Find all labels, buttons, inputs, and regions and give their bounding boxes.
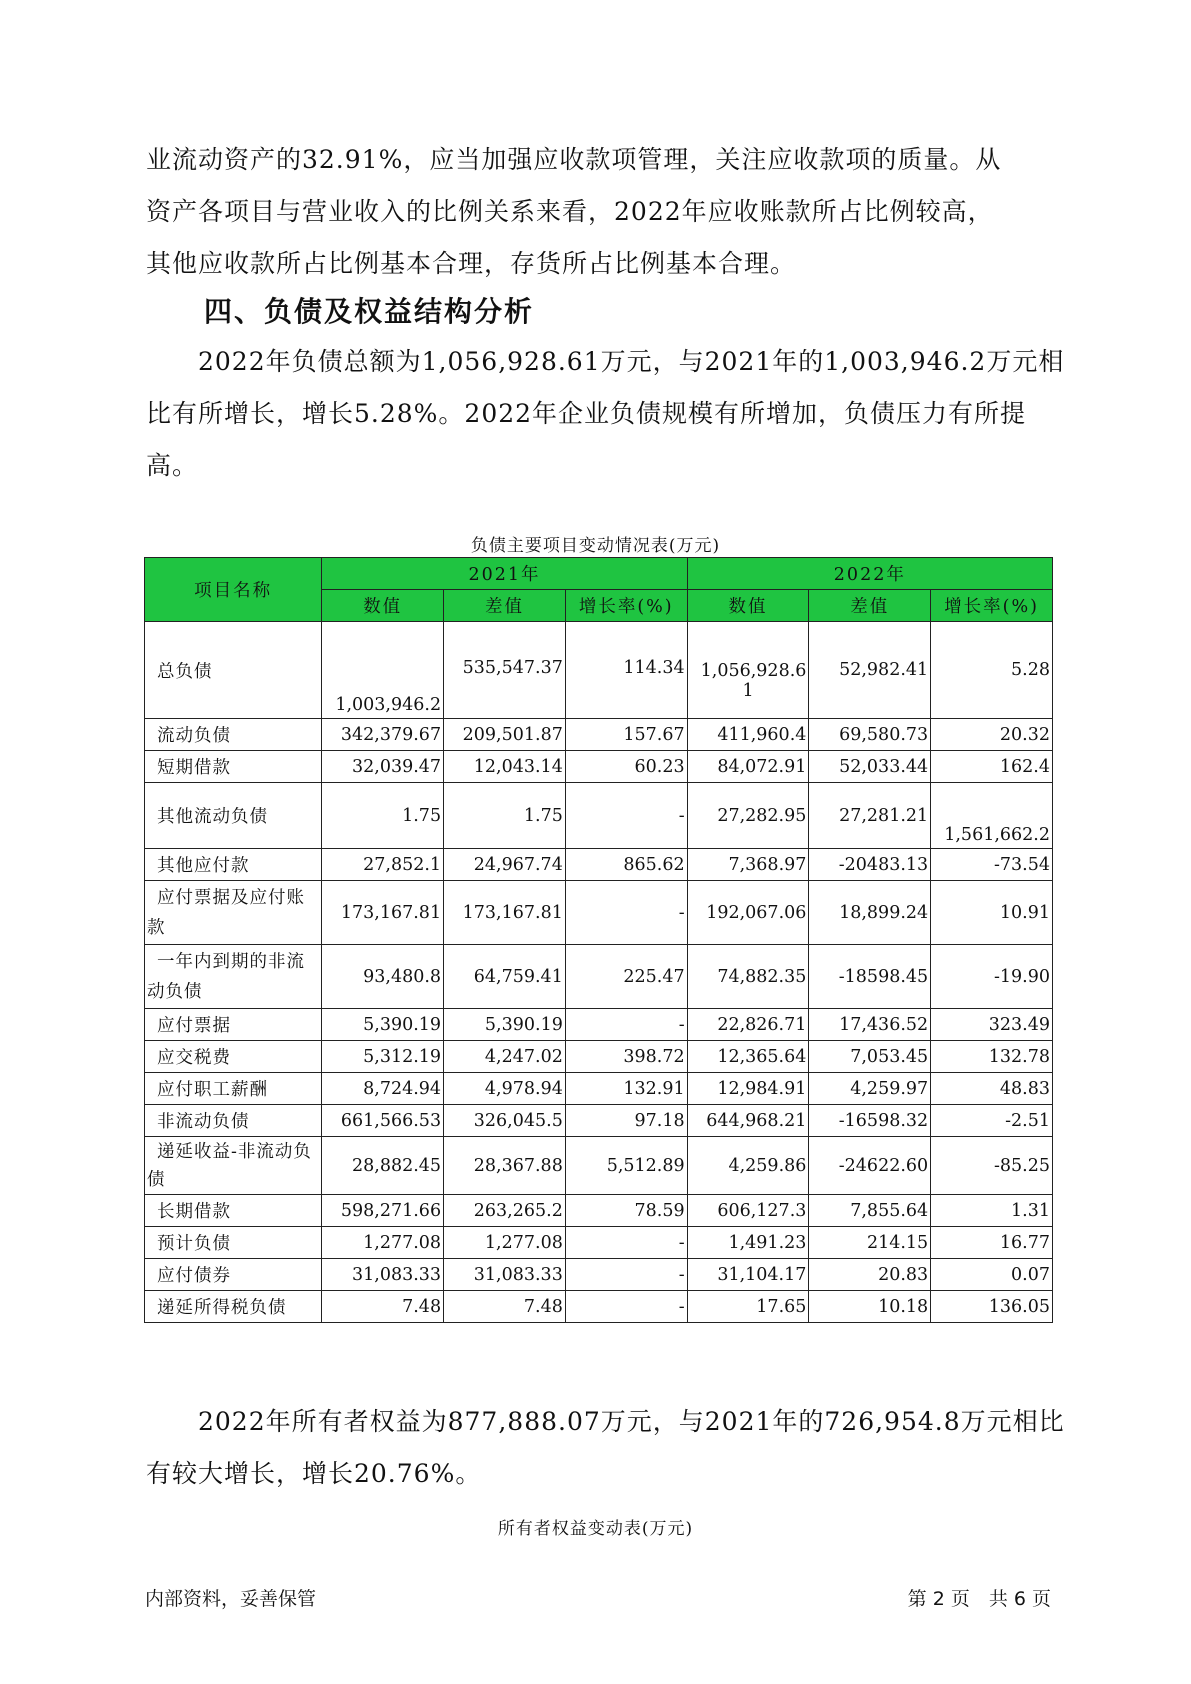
cell-diff-2021: 263,265.2 <box>444 1195 566 1227</box>
cell-diff-2021: 173,167.81 <box>444 881 566 945</box>
header-rate: 增长率(%) <box>565 590 687 622</box>
cell-rate-2021: - <box>565 881 687 945</box>
cell-value-2021: 8,724.94 <box>322 1073 444 1105</box>
cell-diff-2021: 4,247.02 <box>444 1041 566 1073</box>
cell-diff-2021: 4,978.94 <box>444 1073 566 1105</box>
cell-value-2021: 342,379.67 <box>322 719 444 751</box>
cell-value-2021: 1,277.08 <box>322 1227 444 1259</box>
cell-rate-2022: 48.83 <box>931 1073 1053 1105</box>
table-row <box>145 849 1053 881</box>
cell-diff-2022: 69,580.73 <box>809 719 931 751</box>
cell-rate-2022: 20.32 <box>931 719 1053 751</box>
row-name <box>145 881 322 945</box>
row-name-line1: 递延收益-非流动负 <box>157 1141 312 1162</box>
cell-rate-2022: -73.54 <box>931 849 1053 881</box>
cell-value-2021: 7.48 <box>322 1291 444 1323</box>
cell-diff-2021: 1.75 <box>444 783 566 849</box>
equity-table-caption: 所有者权益变动表(万元) <box>497 1519 694 1539</box>
cell-rate-2022: -2.51 <box>931 1105 1053 1137</box>
cell-diff-2022: 27,281.21 <box>809 783 931 849</box>
cell-value-2022: 7,368.97 <box>687 849 809 881</box>
cell-diff-2022: -18598.45 <box>809 945 931 1009</box>
cell-value-2021: 32,039.47 <box>322 751 444 783</box>
table-caption: 负债主要项目变动情况表(万元) <box>470 536 721 556</box>
cell-value-2022: 12,365.64 <box>687 1041 809 1073</box>
header-year-2022: 2022年 <box>687 558 1052 590</box>
cell-diff-2022: 18,899.24 <box>809 881 931 945</box>
equity-paragraph <box>146 1396 1065 1500</box>
cell-value-2022: 4,259.86 <box>687 1137 809 1195</box>
cell-diff-2021: 28,367.88 <box>444 1137 566 1195</box>
liability-line: 高。 <box>146 451 199 480</box>
row-name: 其他流动负债 <box>145 783 322 849</box>
cell-value-2022: 644,968.21 <box>687 1105 809 1137</box>
table-row <box>145 719 1053 751</box>
cell-rate-2021: - <box>565 1227 687 1259</box>
cell-rate-2022: 136.05 <box>931 1291 1053 1323</box>
row-name-line2: 动负债 <box>147 981 203 1002</box>
cell-rate-2021: 97.18 <box>565 1105 687 1137</box>
cell-rate-2022: -85.25 <box>931 1137 1053 1195</box>
row-name: 总负债 <box>145 622 322 719</box>
footer-confidential-note: 内部资料，妥善保管 <box>145 1588 317 1610</box>
cell-value-2021: 93,480.8 <box>322 945 444 1009</box>
cell-rate-2021: 5,512.89 <box>565 1137 687 1195</box>
table-row <box>145 1291 1053 1323</box>
intro-paragraph <box>146 134 1050 290</box>
row-name: 预计负债 <box>145 1227 322 1259</box>
table-row <box>145 1105 1053 1137</box>
table-row <box>145 1227 1053 1259</box>
cell-diff-2021: 64,759.41 <box>444 945 566 1009</box>
cell-rate-2022: 5.28 <box>931 622 1053 719</box>
intro-line: 业流动资产的32.91%，应当加强应收款项管理，关注应收款项的质量。从 <box>146 145 1002 174</box>
cell-rate-2021: 157.67 <box>565 719 687 751</box>
cell-rate-2022: 323.49 <box>931 1009 1053 1041</box>
header-item-name: 项目名称 <box>145 558 322 622</box>
cell-diff-2022: 52,033.44 <box>809 751 931 783</box>
cell-value-2021: 31,083.33 <box>322 1259 444 1291</box>
cell-rate-2021: - <box>565 1259 687 1291</box>
row-name-line1: 应付票据及应付账 <box>157 887 305 908</box>
intro-line: 资产各项目与营业收入的比例关系来看，2022年应收账款所占比例较高， <box>146 197 994 226</box>
cell-value-2022: 31,104.17 <box>687 1259 809 1291</box>
row-name: 应付职工薪酬 <box>145 1073 322 1105</box>
cell-value-2022: 606,127.3 <box>687 1195 809 1227</box>
liability-line: 2022年负债总额为1,056,928.61万元，与2021年的1,003,946.2万元相 <box>146 347 1065 376</box>
cell-rate-2021: 132.91 <box>565 1073 687 1105</box>
cell-value-2021: 1,003,946.2 <box>322 622 444 719</box>
cell-value-2021: 27,852.1 <box>322 849 444 881</box>
liability-paragraph <box>146 336 1065 492</box>
cell-diff-2021: 326,045.5 <box>444 1105 566 1137</box>
liability-line: 比有所增长，增长5.28%。2022年企业负债规模有所增加，负债压力有所提 <box>146 399 1027 428</box>
cell-diff-2022: 7,855.64 <box>809 1195 931 1227</box>
cell-diff-2021: 1,277.08 <box>444 1227 566 1259</box>
cell-rate-2021: 398.72 <box>565 1041 687 1073</box>
cell-rate-2022: 10.91 <box>931 881 1053 945</box>
header-year-2021: 2021年 <box>322 558 687 590</box>
cell-diff-2022: 20.83 <box>809 1259 931 1291</box>
cell-diff-2022: 7,053.45 <box>809 1041 931 1073</box>
row-name <box>145 945 322 1009</box>
table-row <box>145 1073 1053 1105</box>
row-name <box>145 1137 322 1195</box>
cell-value-2021: 1.75 <box>322 783 444 849</box>
cell-diff-2021: 535,547.37 <box>444 622 566 719</box>
row-name: 流动负债 <box>145 719 322 751</box>
cell-rate-2021: - <box>565 1009 687 1041</box>
row-name-line2: 债 <box>147 1169 166 1190</box>
cell-diff-2021: 5,390.19 <box>444 1009 566 1041</box>
cell-value-2022: 1,491.23 <box>687 1227 809 1259</box>
header-diff: 差值 <box>809 590 931 622</box>
cell-rate-2021: 114.34 <box>565 622 687 719</box>
cell-value-2022: 27,282.95 <box>687 783 809 849</box>
row-name: 其他应付款 <box>145 849 322 881</box>
section-heading: 四、负债及权益结构分析 <box>204 295 535 328</box>
row-name: 递延所得税负债 <box>145 1291 322 1323</box>
cell-rate-2022: 162.4 <box>931 751 1053 783</box>
cell-rate-2022: 16.77 <box>931 1227 1053 1259</box>
cell-value-2022: 74,882.35 <box>687 945 809 1009</box>
cell-diff-2022: 17,436.52 <box>809 1009 931 1041</box>
cell-diff-2022: -20483.13 <box>809 849 931 881</box>
cell-rate-2022: -19.90 <box>931 945 1053 1009</box>
cell-diff-2021: 209,501.87 <box>444 719 566 751</box>
cell-value-2021: 661,566.53 <box>322 1105 444 1137</box>
table-row <box>145 1137 1053 1195</box>
cell-diff-2021: 24,967.74 <box>444 849 566 881</box>
cell-rate-2021: - <box>565 783 687 849</box>
header-rate: 增长率(%) <box>931 590 1053 622</box>
cell-value-2021: 173,167.81 <box>322 881 444 945</box>
cell-value-2022-part2: 1 <box>742 681 754 701</box>
table-row <box>145 881 1053 945</box>
liability-table <box>144 557 1053 1323</box>
cell-rate-2022: 132.78 <box>931 1041 1053 1073</box>
cell-diff-2021: 31,083.33 <box>444 1259 566 1291</box>
row-name: 非流动负债 <box>145 1105 322 1137</box>
row-name: 应付债券 <box>145 1259 322 1291</box>
table-row <box>145 783 1053 849</box>
table-row <box>145 945 1053 1009</box>
cell-rate-2022: 1,561,662.2 <box>931 783 1053 849</box>
table-row <box>145 1259 1053 1291</box>
cell-value-2021: 28,882.45 <box>322 1137 444 1195</box>
cell-rate-2021: 60.23 <box>565 751 687 783</box>
table-row <box>145 622 1053 719</box>
cell-diff-2022: -16598.32 <box>809 1105 931 1137</box>
cell-rate-2021: 78.59 <box>565 1195 687 1227</box>
cell-value-2022: 84,072.91 <box>687 751 809 783</box>
equity-line: 2022年所有者权益为877,888.07万元，与2021年的726,954.8万元相比 <box>146 1407 1065 1436</box>
cell-rate-2022: 1.31 <box>931 1195 1053 1227</box>
table-row <box>145 1195 1053 1227</box>
row-name: 长期借款 <box>145 1195 322 1227</box>
table-row <box>145 1009 1053 1041</box>
header-diff: 差值 <box>444 590 566 622</box>
row-name: 短期借款 <box>145 751 322 783</box>
cell-value-2022: 12,984.91 <box>687 1073 809 1105</box>
table-row <box>145 1041 1053 1073</box>
row-name: 应交税费 <box>145 1041 322 1073</box>
table-row <box>145 751 1053 783</box>
footer-page-number: 第 2 页 共 6 页 <box>907 1588 1051 1610</box>
cell-diff-2022: -24622.60 <box>809 1137 931 1195</box>
cell-diff-2021: 12,043.14 <box>444 751 566 783</box>
row-name: 应付票据 <box>145 1009 322 1041</box>
cell-rate-2021: 225.47 <box>565 945 687 1009</box>
cell-diff-2022: 4,259.97 <box>809 1073 931 1105</box>
row-name-line2: 款 <box>147 917 166 938</box>
cell-value-2021: 5,312.19 <box>322 1041 444 1073</box>
equity-line: 有较大增长，增长20.76%。 <box>146 1459 482 1488</box>
header-value: 数值 <box>322 590 444 622</box>
intro-line: 其他应收款所占比例基本合理，存货所占比例基本合理。 <box>146 249 797 278</box>
cell-value-2021: 5,390.19 <box>322 1009 444 1041</box>
cell-value-2022-part1: 1,056,928.6 <box>700 661 807 681</box>
header-value: 数值 <box>687 590 809 622</box>
cell-value-2022 <box>687 622 809 719</box>
cell-diff-2022: 214.15 <box>809 1227 931 1259</box>
cell-value-2022: 22,826.71 <box>687 1009 809 1041</box>
cell-rate-2021: - <box>565 1291 687 1323</box>
cell-rate-2022: 0.07 <box>931 1259 1053 1291</box>
cell-diff-2022: 52,982.41 <box>809 622 931 719</box>
cell-value-2022: 411,960.4 <box>687 719 809 751</box>
cell-rate-2021: 865.62 <box>565 849 687 881</box>
row-name-line1: 一年内到期的非流 <box>157 951 305 972</box>
cell-diff-2022: 10.18 <box>809 1291 931 1323</box>
cell-value-2021: 598,271.66 <box>322 1195 444 1227</box>
cell-diff-2021: 7.48 <box>444 1291 566 1323</box>
cell-value-2022: 17.65 <box>687 1291 809 1323</box>
cell-value-2022: 192,067.06 <box>687 881 809 945</box>
